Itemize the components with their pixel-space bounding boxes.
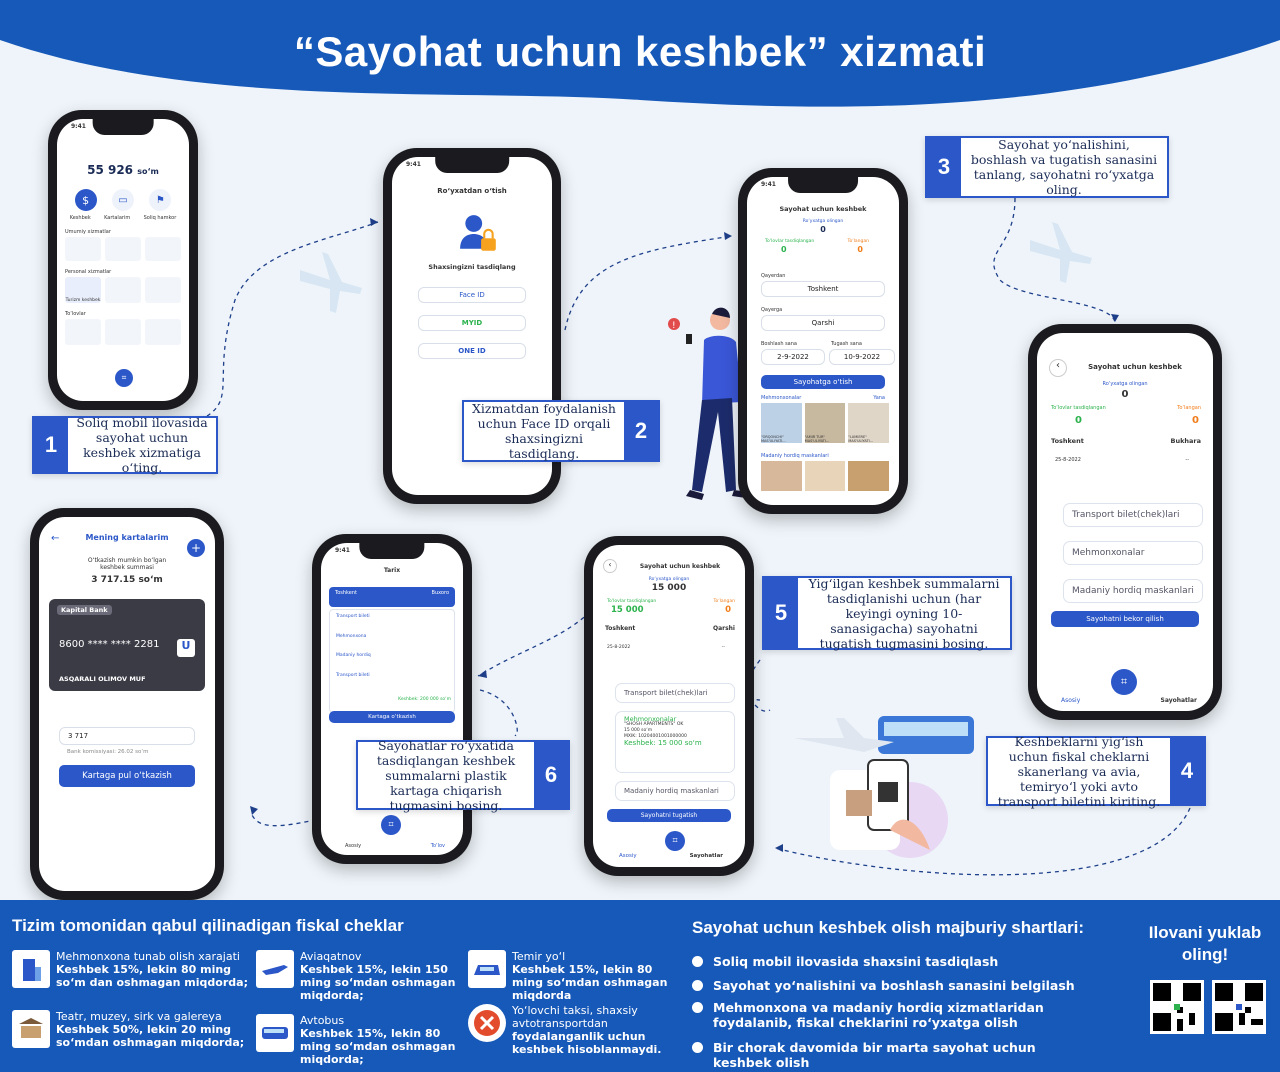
hotel-receipt-card[interactable]: Mehmonxonalar "SHOSH APARTMENTS" OK 15 000 so‘m MXIK: 10204001001000000 Keshbek: 15 000 so‘m (615, 711, 735, 773)
transfer-to-card-button[interactable]: Kartaga o‘tkazish (329, 711, 455, 723)
user-lock-icon (458, 213, 500, 255)
back-icon[interactable]: ‹ (603, 559, 617, 573)
step-5: 5 Yig‘ilgan keshbek summalarni tasdiqlanishi uchun (har keyingi oyning 10-sanasigacha) sayohatni tugatish tugmasini bosing. (762, 576, 1012, 650)
download-title: Ilovani yuklab oling! (1148, 923, 1262, 964)
culture-row[interactable]: Madaniy hordiq maskanlari (1063, 579, 1203, 603)
balance-value: 55 926 (87, 163, 134, 177)
fiscal-item: Yo‘lovchi taksi, shaxsiy avtotransportdan foydalanganlik uchun keshbek hisoblanmaydi. (468, 1004, 678, 1056)
step-3: 3 Sayohat yo‘nalishini, boshlash va tugatish sanasini tanlang, sayohatni ro‘yxatga oling. (925, 136, 1169, 198)
phone-history: 9:41 Tarix Toshkent Buxoro Transport bileti Mehmonxona Madaniy hordiq Transport bileti Keshbek: 200 000 so‘m Kartaga o‘tkazish ⌗ Asosiy To‘lov (312, 534, 472, 864)
nav-home[interactable]: Asosiy (619, 853, 637, 859)
nav-payment[interactable]: To‘lov (430, 843, 445, 849)
from-field[interactable]: Toshkent (761, 281, 885, 297)
scan-button[interactable]: ⌗ (115, 369, 133, 387)
hotels-row[interactable]: Mehmonxonalar (1063, 541, 1203, 565)
theater-icon (12, 1010, 50, 1048)
scan-button[interactable]: ⌗ (1111, 669, 1137, 695)
tour-cashback-tile[interactable]: Turizm keshbek (65, 277, 101, 303)
fiscal-item: Aviaqatnov Keshbek 15%, lekin 150 ming so‘mdan oshmagan miqdorda; (256, 950, 466, 1002)
finish-trip-button[interactable]: Sayohatni tugatish (607, 809, 731, 822)
face-id-button[interactable]: Face ID (418, 287, 526, 303)
to-field[interactable]: Qarshi (761, 315, 885, 331)
end-date-field[interactable]: 10-9-2022 (829, 349, 895, 365)
nav-trips[interactable]: Sayohatlar (689, 853, 723, 859)
back-arrow-icon[interactable]: ← (51, 533, 60, 544)
fiscal-item: Temir yo‘l Keshbek 15%, lekin 80 ming so‘mdan oshmagan miqdorda (468, 950, 678, 1002)
plane-icon (256, 950, 294, 988)
page-title: “Sayohat uchun keshbek” xizmati (293, 28, 987, 75)
phone-cards: ← Mening kartalarim + O‘tkazish mumkin bo‘lgan keshbek summasi 3 717.15 so‘m Kapital Bank 8600 **** **** 2281 U ASQARALI OLIMOV MUF 3 717 Bank komissiyasi: 26.02 so‘m Kartaga pul o‘tkazish (30, 508, 224, 900)
hotel-card[interactable]: "AMIR TUR" MAS'ULIYATI... (805, 403, 846, 443)
phone-register: 9:41 Ro‘yxatdan o‘tish Shaxsingizni tasdiqlang Face ID MYID ONE ID (383, 148, 561, 504)
step-2: Xizmatdan foydalanish uchun Face ID orqali shaxsingizni tasdiqlang. 2 (462, 400, 660, 462)
no-taxi-icon (468, 1004, 506, 1042)
phone-trip-detail: ‹ Sayohat uchun keshbek Ro‘yxatga olingan 0 To‘lovlar tasdiqlangan 0 To‘langan 0 Toshkent Bukhara 25-8-2022 -- Transport bilet(chek)lari Mehmonxonalar Madaniy hordiq maskanlari Sayohatni bekor qilish ⌗ Asosiy Sayohatlar (1028, 324, 1222, 720)
fiscal-title: Tizim tomonidan qabul qilinadigan fiskal cheklar (12, 916, 404, 935)
scan-button[interactable]: ⌗ (665, 831, 685, 851)
condition-item: Sayohat yo‘nalishini va boshlash sanasini belgilash (692, 978, 1092, 993)
bus-icon (256, 1014, 294, 1052)
start-date-field[interactable]: 2-9-2022 (761, 349, 825, 365)
qr-code-android[interactable] (1150, 980, 1204, 1034)
step-6: Sayohatlar ro‘yxatida tasdiqlangan keshbek summalarni plastik kartaga chiqarish tugmasini bosing. 6 (356, 740, 570, 810)
amount-input[interactable]: 3 717 (59, 727, 195, 745)
train-icon (468, 950, 506, 988)
conditions-title: Sayohat uchun keshbek olish majburiy shartlari: (692, 918, 1085, 937)
transport-illustration (790, 710, 980, 860)
info-panel (0, 900, 1280, 1072)
cancel-trip-button[interactable]: Sayohatni bekor qilish (1051, 611, 1199, 627)
phone-home: 9:41 55 926 so‘m $ ▭ ⚑ Keshbek Kartalarim Soliq hamkor Umumiy xizmatlar Personal xizmatlar Turizm keshbek To‘lovlar ⌗ (48, 110, 198, 410)
bank-card[interactable]: Kapital Bank 8600 **** **** 2281 U ASQARALI OLIMOV MUF (49, 599, 205, 691)
cashback-icon[interactable]: $ (75, 189, 97, 211)
myid-button[interactable]: MYID (418, 315, 526, 331)
go-trip-button[interactable]: Sayohatga o‘tish (761, 375, 885, 389)
qr-code-ios[interactable] (1212, 980, 1266, 1034)
condition-item: Bir chorak davomida bir marta sayohat uchun keshbek olish (692, 1040, 1092, 1070)
condition-item: Soliq mobil ilovasida shaxsini tasdiqlash (692, 954, 1092, 969)
transport-tickets-row[interactable]: Transport bilet(chek)lari (615, 683, 735, 703)
nav-home[interactable]: Asosiy (345, 843, 362, 849)
transport-tickets-row[interactable]: Transport bilet(chek)lari (1063, 503, 1203, 527)
add-card-button[interactable]: + (187, 539, 205, 557)
fiscal-item: Avtobus Keshbek 15%, lekin 80 ming so‘mdan oshmagan miqdorda; (256, 1014, 466, 1066)
card-icon[interactable]: ▭ (112, 189, 134, 211)
hotel-card[interactable]: "LUMIERE" MAS'ULIYATI... (848, 403, 889, 443)
transfer-money-button[interactable]: Kartaga pul o‘tkazish (59, 765, 195, 787)
nav-trips[interactable]: Sayohatlar (1160, 697, 1197, 704)
phone-trip-setup: 9:41 Sayohat uchun keshbek Ro‘yxatga olingan 0 To‘lovlar tasdiqlangan 0 To‘langan 0 Qayerdan Toshkent Qayerga Qarshi Boshlash sana Tugash sana 2-9-2022 10-9-2022 Sayohatga o‘tish Mehmonxonalar Yana "ORQONCHI" MAS'ULIYATI... "AMIR TUR" MAS'ULIYATI... "LUMIERE" MAS'ULIYATI... Madaniy hordiq maskanlari (738, 168, 908, 514)
partner-icon[interactable]: ⚑ (149, 189, 171, 211)
phone-trip-finish: ‹ Sayohat uchun keshbek Ro‘yxatga olingan 15 000 To‘lovlar tasdiqlangan 15 000 To‘langan 0 Toshkent Qarshi 25-8-2022 -- Transport bilet(chek)lari Mehmonxonalar "SHOSH APARTMENTS" OK 15 000 so‘m MXIK: 10204001001000000 Keshbek: 15 000 so‘m Madaniy hordiq maskanlari Sayohatni tugatish ⌗ Asosiy Sayohatlar (584, 536, 754, 876)
scan-button[interactable]: ⌗ (381, 815, 401, 835)
bank-logo: U (177, 639, 195, 657)
hotel-icon (12, 950, 50, 988)
svg-text:!: ! (672, 321, 676, 331)
condition-item: Mehmonxona va madaniy hordiq xizmatlaridan foydalanib, fiskal cheklarini ro‘yxatga olish (692, 1000, 1092, 1030)
fiscal-item: Teatr, muzey, sirk va galereya Keshbek 50%, lekin 20 ming so‘mdan oshmagan miqdorda; (12, 1010, 252, 1049)
culture-row[interactable]: Madaniy hordiq maskanlari (615, 781, 735, 801)
oneid-button[interactable]: ONE ID (418, 343, 526, 359)
fiscal-item: Mehmonxona tunab olish xarajati Keshbek 15%, lekin 80 ming so‘m dan oshmagan miqdorda; (12, 950, 252, 989)
step-1: 1 Soliq mobil ilovasida sayohat uchun keshbek xizmatiga o‘ting. (32, 416, 218, 474)
step-4: Keshbeklarni yig‘ish uchun fiskal cheklarni skanerlang va avia, temiryo‘l yoki avto transport biletini kiriting. 4 (986, 736, 1206, 806)
nav-home[interactable]: Asosiy (1061, 697, 1081, 704)
hotel-card[interactable]: "ORQONCHI" MAS'ULIYATI... (761, 403, 802, 443)
back-icon[interactable]: ‹ (1049, 359, 1067, 377)
